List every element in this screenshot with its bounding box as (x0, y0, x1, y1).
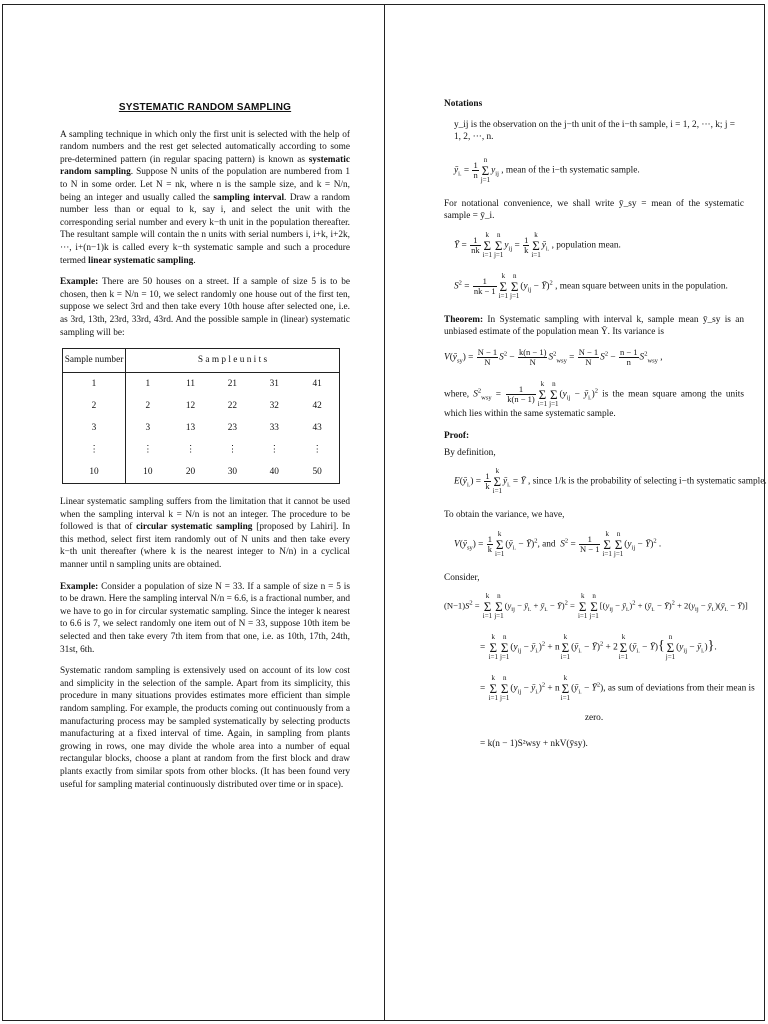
left-column (60, 100, 350, 800)
mean-square-caption: , mean square between units in the population. (555, 281, 728, 292)
table-cell-unit: 43 (312, 422, 322, 433)
circular-paragraph (60, 496, 350, 572)
equation-sample-mean: $ȳ_{i.}$ = $\frac{1}{n}$ n Σ $j=1y_{ij}$ , mean of the i−th systematic sample. (454, 155, 640, 184)
equation-final: = k(n − 1)S²wsy + nkV(ȳsy). (480, 739, 588, 750)
table-cell-unit: 13 (185, 422, 196, 433)
theorem-paragraph (444, 314, 744, 339)
table-cell-unit: 1 (145, 378, 151, 389)
theorem-label: Theorem: (444, 314, 484, 325)
table-body (63, 373, 340, 484)
notation-convention: For notational convenience, we shall write ȳ_sy = mean of the systematic sample = ȳ_i. (444, 198, 744, 222)
theorem-text: In Systematic sampling with interval k, sample mean ȳ_sy is an unbiased estimate of the population mean Ȳ. Its variance is (444, 314, 744, 338)
table-cell-sample-number: 10 (63, 461, 126, 484)
by-definition: By definition, (444, 447, 496, 458)
example-1-text: There are 50 houses on a street. If a sample of size 5 is to be chosen, then k = N/n = 10, we select randomly one house out of the first ten, suppose we select 3rd and then take every 10th house after selected one, i.e. as 3rd, 13th, 23rd, 33rd, 43rd. And the possible sample in (linear) systematic sampling will be: (60, 277, 350, 338)
intro-text-1: A sampling technique in which only the first unit is selected with the help of random numbers and the rest get selected automatically according to some pre-determined pattern (in regular spacing pattern) is known as (60, 129, 350, 165)
table-cell-unit: 10 (143, 466, 153, 477)
where-paragraph: where, $S^2_{wsy}$ = $\frac{1}{k(n - 1)}$ k Σ i=1n Σ $j=1(y_{ij}$ − $ȳ_{i.})^2$ is the mean square among the units which lies within the same systematic sample. (444, 379, 744, 419)
where-label: where, (444, 389, 470, 400)
equation-variance-defs: $V(ȳ_{sy})$ = $\frac{1}{k}$ k Σ $i=1(ȳ_{i.}$ − Ȳ)$^2$, and $S^2$ = $\frac{1}{N - 1}$ k Σ i=1n Σ $j=1(y_{ij}$ − Ȳ)$^2$ . (454, 529, 662, 558)
notation-y-ij: y_ij is the observation on the j−th unit of the i−th sample, i = 1, 2, ···, k; j = 1, 2, ···, n. (454, 119, 735, 142)
equation-variance: $V(ȳ_{sy})$ = $\frac{N - 1}{N}$ $S^2$ − $\frac{k(n - 1)}{N}$ $S^2_{wsy}$ = $\frac{N - 1}{N}$ $S^2$ − $\frac{n - 1}{n}$ $S^2_{wsy}$ , (444, 346, 663, 367)
table-cell-unit: 50 (312, 466, 322, 477)
equation-mean-square: $S^2$ = $\frac{1}{nk - 1}$ k Σ i=1n Σ $j=1(y_{ij}$ − Ȳ)$^2$ , mean square between units in the population. (454, 271, 728, 300)
sample-units-table (62, 348, 340, 484)
table-cell-unit: ⋮ (227, 444, 238, 455)
intro-paragraph (60, 129, 350, 268)
term-circular-systematic-sampling: circular systematic sampling (136, 522, 253, 533)
table-header-sample-units: S a m p l e u n i t s (126, 349, 340, 373)
population-mean-caption: , population mean. (551, 240, 621, 251)
table-cell-unit: 40 (269, 466, 279, 477)
term-linear-systematic-sampling: linear systematic sampling (88, 255, 194, 266)
sum-deviations-caption: , as sum of deviations from their mean is (603, 683, 755, 694)
where-text: is the mean square among the units which lies within the same systematic sample. (444, 389, 744, 419)
term-sampling-interval: sampling interval (213, 192, 285, 203)
equation-decomposition-2: = k Σ i=1n Σ $j=1(y_{ij}$ − $ȳ_{i.})^2$ + nk Σ $i=1(ȳ_{i.}$ − Ȳ)$^2$ + 2k Σ $i=1(ȳ_{i.}$ − Ȳ){n Σ $j=1(y_{ij}$ − $ȳ_{i.}$)}. (480, 633, 717, 662)
equation-population-mean: Ȳ = $\frac{1}{nk}$ k Σ i=1n Σ $j=1y_{ij}$ = $\frac{1}{k}$ k Σ $i=1ȳ_{i.}$ , population mean. (454, 230, 621, 259)
table-cell-unit: 31 (269, 378, 279, 389)
column-divider (384, 4, 385, 1021)
and-word: , and (537, 539, 556, 550)
table-cell-unit: 20 (185, 466, 196, 477)
obtain-variance: To obtain the variance, we have, (444, 510, 565, 521)
intro-text-4: . (193, 255, 196, 266)
example-1 (60, 276, 350, 339)
table-cell-sample-number: 3 (63, 417, 126, 439)
term-systematic-random-sampling: systematic random sampling (60, 154, 350, 178)
table-row (63, 461, 340, 484)
table-cell-unit: 42 (312, 400, 322, 411)
intro-text-2: . Suppose N units of the population are numbered from 1 to N in some order. Let N = nk, where n is the sample size, and k = N/n, being an integer and usually called the (60, 167, 351, 203)
table-row (63, 439, 340, 461)
table-cell-sample-number: 1 (63, 373, 126, 396)
closing-paragraph: Systematic random sampling is extensively used on account of its low cost and simplicity in the selection of the sample. Apart from its simplicity, this procedure in many situations provides estimates more efficient than simple random sampling. For example, the products coming out continuously from a manufacturing process may be sampled systematically by selecting products manufacturing at a fixed interval of time. Again, in sampling from plants growing in rows, one may divide the whole area into a number of equal rectangular blocks, choose a plant at random from the first block and draw plants exactly from similar spots from other blocks. (It has been found very useful for sampling material continuously distributed over time or in space). (60, 666, 350, 790)
intro-text-3: . Draw a random number less than or equal to k, say i, and select the unit with the corresponding serial number and every k−th unit in the population thereafter. The resultant sample will contain the n units with serial numbers i, i+k, i+2k, ···, i+(n−1)k is called every k−th systematic sample and such a procedure termed (60, 192, 350, 266)
circular-text-2: [proposed by Lahiri]. In this method, select first item randomly out of N units and then take every k−th unit thereafter (where k is the nearest integer to N/n) in a cyclical manner until n sampling units are obtained. (60, 522, 351, 571)
sample-mean-caption: , mean of the i−th systematic sample. (501, 165, 640, 176)
table-cell-unit: 22 (227, 400, 238, 411)
table-cell-unit: 11 (186, 378, 196, 389)
table-cell-unit: 12 (185, 400, 196, 411)
circular-text-1: Linear systematic sampling suffers from the limitation that it cannot be used when the sampling interval k = N/n is not an integer. The procedure to be followed is that of (60, 497, 350, 533)
table-cell-unit: ⋮ (143, 444, 153, 455)
proof-label: Proof: (444, 430, 470, 441)
table-cell-unit: 33 (269, 422, 279, 433)
table-cell-unit: 32 (269, 400, 279, 411)
equation-decomposition-1: $(N-1)S^2 = k$ Σ i=1n Σ $j=1(y_{ij}$ − $ȳ_{i.}$ + $ȳ_{i.}$ − Ȳ)$^2$ = k Σ i=1n Σ $j=1[(y_{ij}$ − $ȳ_{i.})^2$ + ($ȳ_{i.}$ − Ȳ)$^2$ + $2(y_{ij}$ − $ȳ_{i.})(ȳ_{i.}$ − Ȳ)] (444, 592, 748, 621)
table-cell-unit: 3 (145, 422, 151, 433)
table-cell-unit: ⋮ (269, 444, 279, 455)
table-cell-unit: ⋮ (185, 444, 196, 455)
expectation-caption: , since 1/k is the probability of selecting i−th systematic sample. (528, 476, 767, 487)
table-cell-unit: 21 (227, 378, 238, 389)
table-cell-sample-number: ⋮ (63, 439, 126, 461)
table-cell-unit: ⋮ (312, 444, 322, 455)
table-header-row (63, 349, 340, 373)
example-1-label: Example: (60, 277, 99, 288)
example-2-text: Consider a population of size N = 33. If a sample of size n = 5 is to be drawn. Here the sampling interval N/n = 6.6, is a fractional number, and we have to go in for circular systematic sampling. Since the integer k nearest to 6.6 is 7, we select randomly one item out of N = 33, suppose 10th item be selected and then take every 7th item from that one, i.e. as 10th, 17th, 24th, 31st, 6th. (60, 581, 350, 655)
consider-label: Consider, (444, 572, 480, 583)
equation-decomposition-3: = k Σ i=1n Σ $j=1(y_{ij}$ − $ȳ_{i.})^2$ + nk Σ $i=1(ȳ_{i.}$ − $Ȳ^2$), as sum of deviations from their mean is (480, 674, 755, 703)
table-header-sample-number: Sample number (63, 349, 126, 373)
table-row (63, 417, 340, 439)
table-row (63, 373, 340, 396)
table-cell-unit: 2 (145, 400, 151, 411)
table-cell-unit: 30 (227, 466, 238, 477)
table-cell-unit: 23 (227, 422, 238, 433)
table-cell-sample-number: 2 (63, 395, 126, 417)
right-column (444, 98, 767, 764)
table-row (63, 395, 340, 417)
notations-heading: Notations (444, 99, 483, 109)
example-2 (60, 581, 350, 657)
page-title: SYSTEMATIC RANDOM SAMPLING (118, 102, 292, 113)
table-cell-unit: 41 (312, 378, 322, 389)
example-2-label: Example: (60, 581, 99, 592)
equation-expectation: $E(ȳ_{i.})$ = $\frac{1}{k}$ k Σ $i=1ȳ_{i.}$ = Ȳ , since 1/k is the probability of selecting i−th systematic sample. (454, 467, 767, 496)
zero-word: zero. (584, 713, 604, 724)
